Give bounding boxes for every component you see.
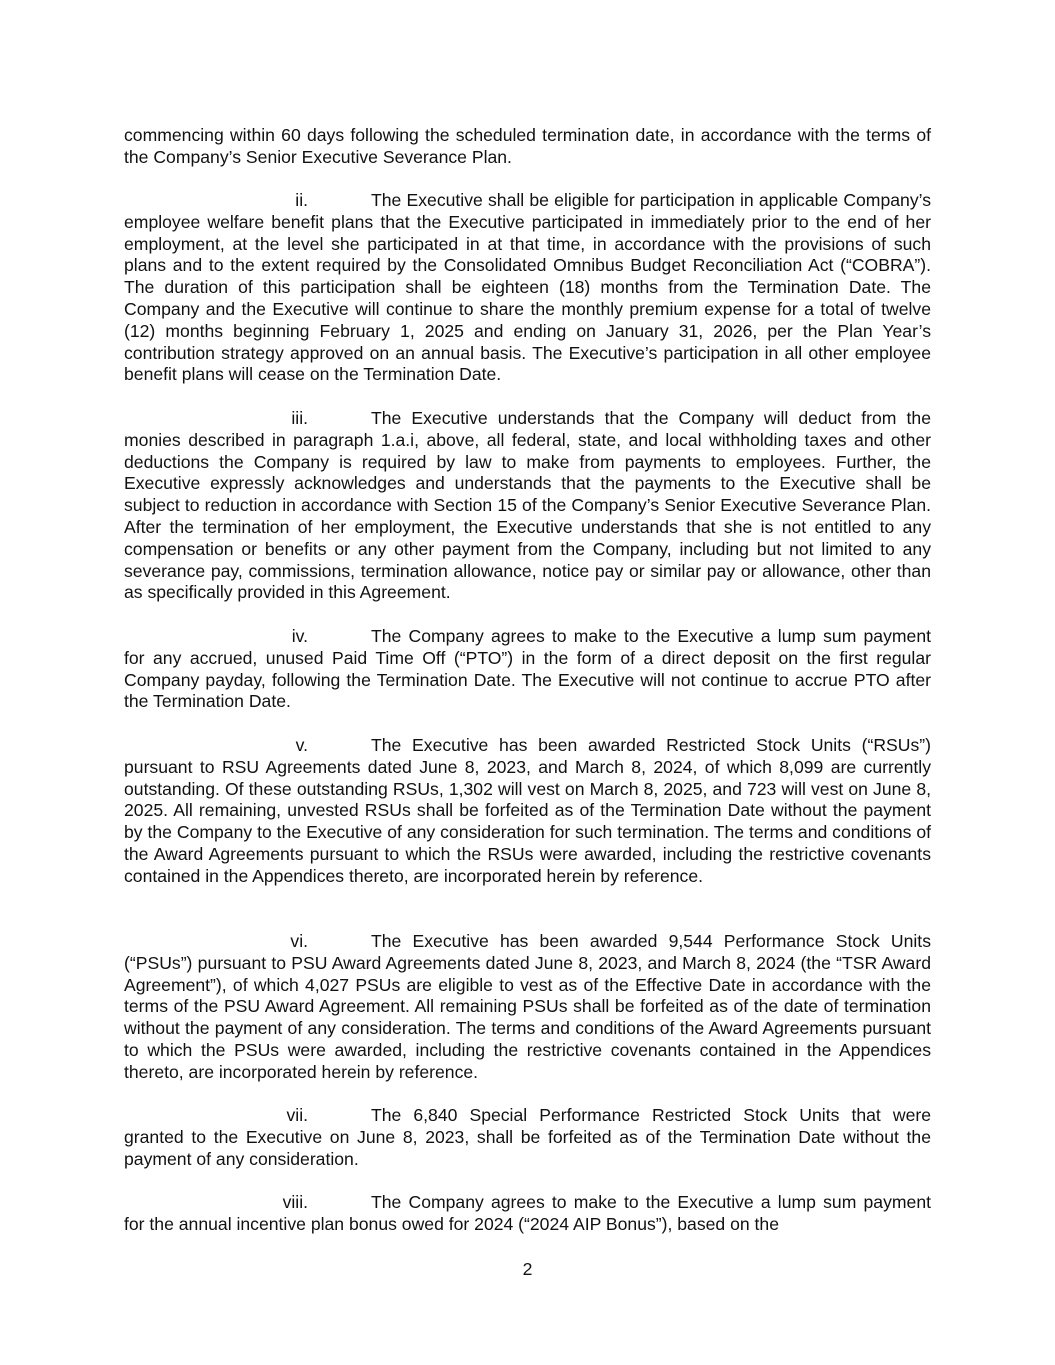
paragraph-viii <box>124 1192 931 1236</box>
paragraph-text: The Executive shall be eligible for participation in applicable Company’s employee welfare benefit plans that the Executive participated in immediately prior to the end of her employment, at the level she participated in at that time, in accordance with the provisions of such plans and to the extent required by the Consolidated Omnibus Budget Reconciliation Act (“COBRA”). The duration of this participation shall be eighteen (18) months from the Termination Date. The Company and the Executive will continue to share the monthly premium expense for a total of twelve (12) months beginning February 1, 2025 and ending on January 31, 2026, per the Plan Year’s contribution strategy approved on an annual basis. The Executive’s participation in all other employee benefit plans will cease on the Termination Date. <box>124 190 931 385</box>
paragraph-text: commencing within 60 days following the scheduled termination date, in accordance with the terms of the Company’s Senior Executive Severance Plan. <box>124 125 931 167</box>
paragraph-numeral: vii. <box>286 1105 308 1125</box>
paragraph-vii <box>124 1105 931 1170</box>
paragraph-numeral: iv. <box>291 626 308 646</box>
paragraph-iii <box>124 408 931 604</box>
paragraph-iv <box>124 626 931 713</box>
paragraph-v <box>124 735 931 888</box>
paragraph-numeral: vi. <box>290 931 308 951</box>
paragraph-text: The Executive understands that the Company will deduct from the monies described in paragraph 1.a.i, above, all federal, state, and local withholding taxes and other deductions the Company is required by law to make from payments to employees. Further, the Executive expressly acknowledges and understands that the payments to the Executive shall be subject to reduction in accordance with Section 15 of the Company’s Senior Executive Severance Plan. After the termination of her employment, the Executive understands that she is not entitled to any compensation or benefits or any other payment from the Company, including but not limited to any severance pay, commissions, termination allowance, notice pay or similar pay or allowance, other than as specifically provided in this Agreement. <box>124 408 931 603</box>
paragraph-text: The Executive has been awarded 9,544 Performance Stock Units (“PSUs”) pursuant to PSU Award Agreements dated June 8, 2023, and March 8, 2024 (the “TSR Award Agreement”), of which 4,027 PSUs are eligible to vest as of the Effective Date in accordance with the terms of the PSU Award Agreement. All remaining PSUs shall be forfeited as of the date of termination without the payment of any consideration. The terms and conditions of the Award Agreements pursuant to which the PSUs were awarded, including the restrictive covenants contained in the Appendices thereto, are incorporated herein by reference. <box>124 931 931 1082</box>
paragraph-numeral: iii. <box>291 408 308 428</box>
paragraph-numeral: viii. <box>282 1192 308 1212</box>
paragraph-numeral: v. <box>295 735 308 755</box>
paragraph-numeral: ii. <box>295 190 308 210</box>
paragraph-continuation <box>124 125 931 169</box>
paragraph-text: The Executive has been awarded Restricted Stock Units (“RSUs”) pursuant to RSU Agreements dated June 8, 2023, and March 8, 2024, of which 8,099 are currently outstanding. Of these outstanding RSUs, 1,302 will vest on March 8, 2025, and 723 will vest on June 8, 2025. All remaining, unvested RSUs shall be forfeited as of the Termination Date without the payment by the Company to the Executive of any consideration for such termination. The terms and conditions of the Award Agreements pursuant to which the RSUs were awarded, including the restrictive covenants contained in the Appendices thereto, are incorporated herein by reference. <box>124 735 931 886</box>
paragraph-text: The Company agrees to make to the Executive a lump sum payment for the annual incentive plan bonus owed for 2024 (“2024 AIP Bonus”), based on the <box>124 1192 931 1234</box>
paragraph-text: The Company agrees to make to the Executive a lump sum payment for any accrued, unused Paid Time Off (“PTO”) in the form of a direct deposit on the first regular Company payday, following the Termination Date. The Executive will not continue to accrue PTO after the Termination Date. <box>124 626 931 712</box>
paragraph-text: The 6,840 Special Performance Restricted Stock Units that were granted to the Executive on June 8, 2023, shall be forfeited as of the Termination Date without the payment of any consideration. <box>124 1105 931 1169</box>
page-number: 2 <box>522 1259 533 1279</box>
paragraph-vi <box>124 931 931 1084</box>
paragraph-ii <box>124 190 931 386</box>
